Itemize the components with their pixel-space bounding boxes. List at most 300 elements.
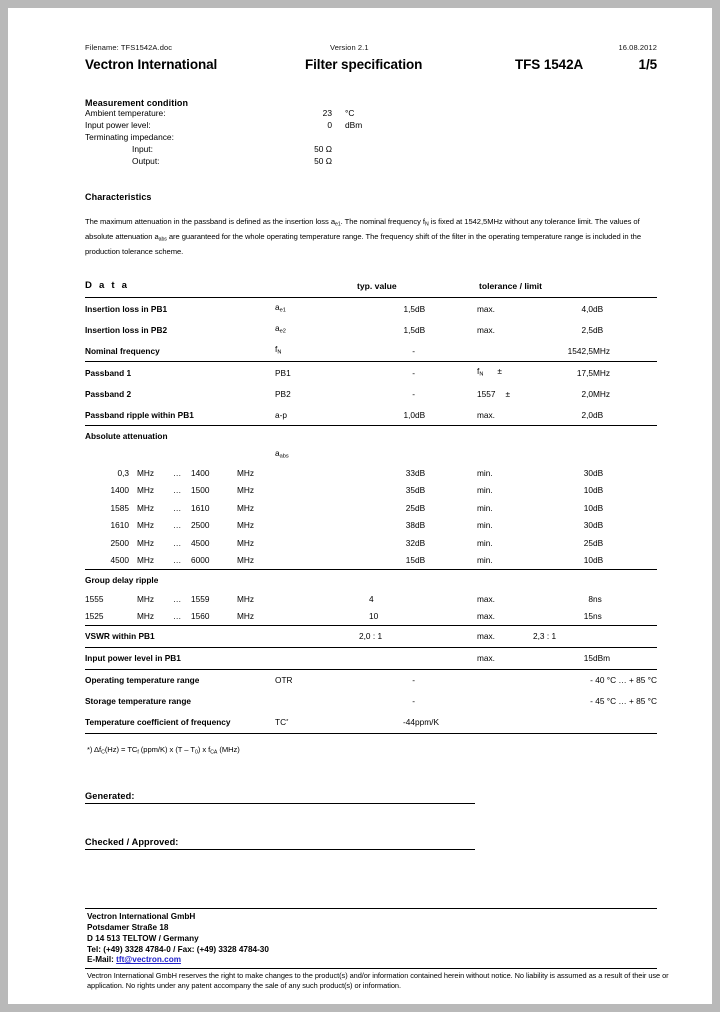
- row-limit-unit: MHz: [593, 362, 657, 384]
- row-limit-unit: ns: [593, 593, 602, 604]
- band-f2: 1610: [191, 502, 210, 513]
- row-typ-unit: [415, 340, 477, 362]
- row-typ-value: 1,5: [353, 298, 415, 320]
- row-label: Passband 2: [85, 388, 132, 399]
- measurement-unit: [332, 144, 362, 156]
- footer-email-link[interactable]: tft@vectron.com: [116, 955, 181, 965]
- measurement-condition-section: [85, 98, 657, 168]
- characteristics-section: [85, 192, 657, 258]
- table-row: [85, 551, 657, 569]
- footnote-text-3: (ppm/K) x (T – T: [138, 744, 195, 754]
- row-limit-value: 2,3 : 1: [529, 625, 593, 647]
- row-symbol-sub: N: [277, 349, 282, 356]
- table-row: [85, 647, 657, 669]
- band-u1: MHz: [137, 593, 155, 604]
- row-symbol: [275, 319, 353, 340]
- group-limit: [477, 446, 529, 464]
- band-f1: 4500: [110, 555, 129, 566]
- table-row: [85, 298, 657, 320]
- row-label: Insertion loss in PB2: [85, 324, 168, 335]
- table-header-tolerance: tolerance / limit: [479, 281, 543, 292]
- row-limit-qualifier: [477, 362, 529, 384]
- row-limit-value: 15: [583, 611, 593, 622]
- row-limit-qualifier: min.: [477, 537, 493, 548]
- measurement-value: 0: [327, 120, 332, 130]
- band-f2: 6000: [191, 555, 210, 566]
- measurement-row: [85, 144, 362, 156]
- char-text-1: The maximum attenuation in the passband is defined as the insertion loss a: [85, 217, 335, 226]
- row-limit-unit: [593, 712, 657, 734]
- row-typ-unit: dB: [415, 298, 477, 320]
- measurement-unit: [332, 132, 362, 144]
- generated-signature-block: [85, 791, 475, 804]
- footer-email-label: E-Mail:: [87, 955, 117, 965]
- group-typ: [353, 569, 415, 590]
- group-limit-unit: [593, 426, 657, 447]
- row-limit-unit: dBm: [593, 647, 657, 669]
- document-header-title: [85, 57, 657, 72]
- band-range-group: [85, 468, 271, 478]
- row-typ-unit: [415, 647, 477, 669]
- band-range-group: [85, 594, 271, 604]
- row-limit-value: 10: [583, 555, 593, 566]
- row-label: Passband 1: [85, 362, 275, 384]
- table-row: [85, 464, 657, 482]
- table-group-row: [85, 426, 657, 447]
- measurement-row: [85, 120, 362, 132]
- band-range: [85, 516, 353, 534]
- row-limit-unit: [593, 625, 657, 647]
- checked-signature-line: [85, 849, 475, 850]
- characteristics-title: Characteristics: [85, 192, 152, 202]
- group-limit-value: [529, 426, 593, 447]
- table-row: [85, 712, 657, 734]
- group-symbol: [275, 426, 353, 447]
- row-typ-value: 25: [405, 502, 415, 513]
- band-u2: MHz: [237, 555, 255, 566]
- band-range: [85, 481, 353, 499]
- row-typ-unit: [415, 669, 477, 691]
- row-symbol: [275, 691, 353, 712]
- row-typ-unit: dB: [415, 409, 426, 420]
- measurement-label: Output:: [132, 156, 160, 166]
- row-limit-unit: dB: [593, 502, 604, 513]
- row-typ-unit: [415, 383, 477, 404]
- band-dots: …: [173, 611, 182, 622]
- measurement-row: [85, 132, 362, 144]
- group-symbol-sub: abs: [279, 453, 289, 460]
- row-limit-value: 8: [588, 593, 593, 604]
- generated-signature-line: [85, 803, 475, 804]
- band-f1: 2500: [110, 537, 129, 548]
- row-limit-value: 2,0: [581, 409, 593, 420]
- row-limit-sign: ±: [505, 388, 511, 399]
- row-typ-value: 10: [369, 611, 379, 622]
- band-u1: MHz: [137, 485, 155, 496]
- row-limit-value: 2,0: [581, 388, 593, 399]
- row-typ-unit: dB: [415, 537, 426, 548]
- table-row: [85, 481, 657, 499]
- document-header-meta: [85, 43, 657, 52]
- footer-company: Vectron International GmbH: [87, 912, 196, 922]
- band-u2: MHz: [237, 502, 255, 513]
- band-range: [85, 464, 353, 482]
- row-symbol: a-p: [275, 409, 287, 420]
- row-limit-value: 15: [529, 647, 593, 669]
- measurement-unit: [332, 156, 362, 168]
- band-u2: MHz: [237, 520, 255, 531]
- row-typ-value: -: [412, 345, 415, 356]
- row-symbol: [275, 298, 353, 320]
- row-limit-unit: dB: [593, 324, 604, 335]
- group-typ: [353, 426, 415, 447]
- row-typ-unit: [415, 607, 477, 625]
- table-bottom-rule-cell: [85, 733, 657, 734]
- row-limit-base: f: [477, 366, 480, 377]
- specification-table-wrapper: [85, 275, 657, 755]
- char-sub-3: abs: [158, 236, 167, 243]
- row-typ-value: 15: [405, 555, 415, 566]
- row-limit-qualifier: max.: [477, 611, 495, 622]
- footnote-marker: *): [87, 744, 93, 754]
- table-row: [85, 319, 657, 340]
- group-limit-value: [529, 446, 593, 464]
- row-typ-value: -: [412, 388, 415, 399]
- row-typ-value: 33: [405, 467, 415, 478]
- table-row: [85, 534, 657, 552]
- row-limit-unit: dB: [593, 409, 604, 420]
- measurement-label: Input:: [132, 144, 153, 154]
- row-limit-unit: ns: [593, 611, 602, 622]
- row-limit-value: 10: [583, 485, 593, 496]
- row-limit-qualifier: min.: [477, 467, 493, 478]
- row-typ-value: 4: [369, 593, 374, 604]
- row-limit-unit: dB: [593, 537, 604, 548]
- row-label: Insertion loss in PB1: [85, 298, 275, 320]
- band-dots: …: [173, 537, 182, 548]
- row-limit-value: 2,5: [581, 324, 593, 335]
- row-limit-qualifier: max.: [477, 298, 529, 320]
- row-symbol: PB1: [275, 362, 353, 384]
- table-row: [85, 669, 657, 691]
- char-text-2: . The nominal frequency f: [340, 217, 425, 226]
- row-symbol: [275, 340, 353, 362]
- table-footnote: [85, 745, 657, 755]
- row-temperature-range: - 40 °C … + 85 °C: [477, 669, 657, 691]
- row-symbol-base: a: [275, 323, 280, 334]
- row-symbol-base: TC: [275, 717, 287, 728]
- table-row: [85, 362, 657, 384]
- footer-disclaimer: Vectron International GmbH reserves the right to make changes to the product(s) and/or information contained herein without notice. No liability is assumed as a result of their use or application. No rights under any patent accompany the sale of any such product(s) or information.: [87, 971, 669, 990]
- group-typ-unit: [415, 446, 477, 464]
- group-typ-unit: [415, 426, 477, 447]
- footer-street: Potsdamer Straße 18: [87, 922, 169, 932]
- band-u2: MHz: [237, 467, 255, 478]
- row-limit-qualifier: min.: [477, 520, 493, 531]
- row-limit-qualifier: [477, 712, 529, 734]
- row-label: Operating temperature range: [85, 669, 275, 691]
- row-limit-qualifier: max.: [477, 647, 529, 669]
- row-limit-value: [529, 712, 593, 734]
- row-typ-value: [353, 647, 415, 669]
- band-u1: MHz: [137, 555, 155, 566]
- band-range-group: [85, 503, 271, 513]
- row-limit-value: 30: [583, 520, 593, 531]
- footer-phone: Tel: (+49) 3328 4784-0 / Fax: (+49) 3328 4784-30: [87, 944, 269, 954]
- row-typ-value: 38: [405, 520, 415, 531]
- band-range-group: [85, 611, 271, 621]
- band-u1: MHz: [137, 502, 155, 513]
- row-typ-value: -44: [403, 717, 415, 728]
- row-limit-qualifier: max.: [477, 409, 495, 420]
- footnote-sub-4: CA: [210, 749, 218, 756]
- footer-address: [85, 909, 657, 968]
- page-content: [85, 43, 669, 991]
- band-u1: MHz: [137, 467, 155, 478]
- measurement-value: 50 Ω: [314, 144, 332, 154]
- measurement-unit: °C: [345, 108, 355, 118]
- char-text-4: are guaranteed for the whole operating temperature range. The frequency shift of the filter in the operating temperature range is included in the production tolerance scheme.: [85, 231, 642, 256]
- band-u2: MHz: [237, 485, 255, 496]
- row-typ-unit: dB: [415, 467, 426, 478]
- group-symbol: [275, 446, 353, 464]
- table-row: [85, 625, 657, 647]
- group-spacer: [85, 446, 275, 464]
- footnote-text-4: ) x f: [197, 744, 211, 754]
- band-dots: …: [173, 485, 182, 496]
- row-typ-value: 1,0: [403, 409, 415, 420]
- row-typ-unit: [415, 625, 477, 647]
- row-limit-value: 25: [583, 537, 593, 548]
- row-symbol: [275, 712, 353, 734]
- row-symbol: PB2: [275, 388, 291, 399]
- row-typ-unit: dB: [415, 485, 426, 496]
- measurement-value: 50 Ω: [314, 156, 332, 166]
- measurement-label: Ambient temperature:: [85, 108, 166, 118]
- table-row: [85, 404, 657, 426]
- row-typ-value: 1,5: [403, 324, 415, 335]
- specification-table: [85, 275, 657, 734]
- char-sub-1: e1: [335, 221, 341, 228]
- char-sub-2: N: [424, 221, 429, 228]
- characteristics-paragraph: [85, 216, 661, 258]
- row-limit-unit: dB: [593, 485, 604, 496]
- measurement-condition-table: [85, 108, 362, 168]
- header-part-number: TFS 1542A: [515, 57, 584, 72]
- row-limit-unit: dB: [593, 520, 604, 531]
- band-dots: …: [173, 502, 182, 513]
- row-limit-value: 1542,5: [567, 345, 593, 356]
- band-u2: MHz: [237, 537, 255, 548]
- band-dots: …: [173, 467, 182, 478]
- band-range-group: [85, 520, 271, 530]
- group-typ: [353, 446, 415, 464]
- measurement-row: [85, 108, 362, 120]
- row-limit-unit: dB: [593, 555, 604, 566]
- group-label: Group delay ripple: [85, 569, 353, 590]
- document-footer: [85, 908, 669, 991]
- band-range-group: [85, 538, 271, 548]
- footnote-text-2: (Hz) = TC: [104, 744, 138, 754]
- band-f2: 4500: [191, 537, 210, 548]
- row-typ-value: 35: [405, 485, 415, 496]
- row-symbol-sub: e2: [279, 328, 286, 335]
- footnote-text-1: Δf: [94, 744, 102, 754]
- row-limit-qualifier: min.: [477, 502, 493, 513]
- row-symbol-base: f: [275, 344, 278, 355]
- row-typ-unit: [415, 691, 477, 712]
- band-range: [85, 534, 353, 552]
- band-f2: 2500: [191, 520, 210, 531]
- row-label: Nominal frequency: [85, 345, 160, 356]
- band-f1: 0,3: [117, 467, 129, 478]
- band-u1: MHz: [137, 611, 155, 622]
- header-filename: Filename: TFS1542A.doc: [85, 43, 173, 52]
- header-date: 16.08.2012: [618, 43, 657, 52]
- row-limit-unit: MHz: [593, 388, 611, 399]
- generated-label: Generated:: [85, 791, 135, 802]
- band-f2: 1400: [191, 467, 210, 478]
- band-u2: MHz: [237, 593, 255, 604]
- row-limit-unit: dB: [593, 298, 657, 320]
- band-range-group: [85, 485, 271, 495]
- row-limit-unit: MHz: [593, 345, 611, 356]
- table-row: [85, 516, 657, 534]
- group-limit: [477, 569, 529, 590]
- group-limit-value: [529, 569, 593, 590]
- band-f2: 1500: [191, 485, 210, 496]
- band-u2: MHz: [237, 611, 255, 622]
- group-limit: [477, 426, 529, 447]
- row-typ-value: -: [353, 669, 415, 691]
- row-limit-qualifier: min.: [477, 485, 493, 496]
- row-typ-unit: [415, 590, 477, 608]
- band-f2: 1560: [191, 611, 210, 622]
- table-bottom-rule: [85, 733, 657, 734]
- measurement-row: [85, 156, 362, 168]
- row-limit-qualifier: max.: [477, 625, 529, 647]
- band-dots: …: [173, 593, 182, 604]
- measurement-value: [292, 132, 332, 144]
- band-range: [85, 551, 353, 569]
- group-label: Absolute attenuation: [85, 426, 275, 447]
- row-limit-sub: N: [479, 371, 484, 378]
- band-range: [85, 590, 353, 608]
- band-u1: MHz: [137, 537, 155, 548]
- row-limit-qualifier: [477, 340, 529, 362]
- group-limit-unit: [593, 569, 657, 590]
- group-limit-unit: [593, 446, 657, 464]
- measurement-label: Input power level:: [85, 120, 151, 130]
- row-label: Temperature coefficient of frequency: [85, 717, 231, 728]
- table-header-symbol: [275, 275, 353, 298]
- band-dots: …: [173, 555, 182, 566]
- table-group-row: [85, 569, 657, 590]
- band-range: [85, 607, 353, 625]
- table-header-data: D a t a: [85, 280, 130, 292]
- header-page-number: 1/5: [638, 57, 657, 72]
- row-symbol: OTR: [275, 669, 353, 691]
- band-u1: MHz: [137, 520, 155, 531]
- row-temperature-range: - 45 °C … + 85 °C: [590, 696, 657, 707]
- row-typ-unit: dB: [415, 520, 426, 531]
- row-limit-value: 17,5: [529, 362, 593, 384]
- group-symbol-base: a: [275, 448, 280, 459]
- footer-city: D 14 513 TELTOW / Germany: [87, 933, 199, 943]
- footer-email-row: [87, 955, 657, 966]
- header-company: Vectron International: [85, 57, 218, 72]
- row-limit-value: 30: [583, 467, 593, 478]
- table-row: [85, 340, 657, 362]
- table-row: [85, 499, 657, 517]
- band-f1: 1610: [110, 520, 129, 531]
- measurement-value: 23: [322, 108, 332, 118]
- footnote-text-5: (MHz): [217, 744, 240, 754]
- band-f1: 1525: [85, 611, 104, 622]
- band-f1: 1400: [110, 485, 129, 496]
- row-limit-base: 1557: [477, 388, 496, 399]
- row-label: Input power level in PB1: [85, 647, 353, 669]
- table-header-row: [85, 275, 657, 298]
- row-limit-value: 4,0: [529, 298, 593, 320]
- row-typ-value: 32: [405, 537, 415, 548]
- row-label: Storage temperature range: [85, 696, 192, 707]
- band-f1: 1555: [85, 593, 104, 604]
- row-typ-unit: [415, 362, 480, 384]
- band-range-group: [85, 555, 271, 565]
- band-f1: 1585: [110, 502, 129, 513]
- row-typ-unit: dB: [415, 555, 426, 566]
- band-f2: 1559: [191, 593, 210, 604]
- table-row: [85, 590, 657, 608]
- measurement-unit: dBm: [345, 120, 363, 130]
- row-typ-unit: dB: [415, 502, 426, 513]
- row-typ-unit: dB: [415, 324, 426, 335]
- band-range: [85, 499, 353, 517]
- row-label: VSWR within PB1: [85, 625, 353, 647]
- header-version: Version 2.1: [330, 43, 369, 52]
- band-dots: …: [173, 520, 182, 531]
- group-typ-unit: [415, 569, 477, 590]
- row-typ-value: -: [412, 696, 415, 707]
- measurement-label: Terminating impedance:: [85, 132, 174, 142]
- checked-label: Checked / Approved:: [85, 837, 179, 848]
- table-row: [85, 691, 657, 712]
- row-typ-value: -: [353, 362, 415, 384]
- table-row: [85, 383, 657, 404]
- table-group-symbol-row: [85, 446, 657, 464]
- row-symbol-base: a: [275, 302, 280, 313]
- row-limit-qualifier: max.: [477, 324, 495, 335]
- row-limit-value: 10: [583, 502, 593, 513]
- footnote-sub-2: f: [137, 749, 139, 756]
- table-header-typ: typ. value: [357, 281, 397, 292]
- document-page: [8, 8, 712, 1004]
- row-limit-unit: dB: [593, 467, 604, 478]
- checked-signature-block: [85, 837, 475, 850]
- footnote-sub-3: 0: [195, 749, 198, 756]
- footnote-sub-1: C: [101, 749, 105, 756]
- row-symbol-sub: e1: [279, 307, 286, 314]
- table-row: [85, 607, 657, 625]
- header-doc-title: Filter specification: [305, 57, 423, 72]
- row-typ-value: 2,0 : 1: [353, 625, 415, 647]
- row-limit-sign: ±: [497, 366, 502, 377]
- row-limit-qualifier: max.: [477, 593, 495, 604]
- char-text-3: is fixed at 1542,5MHz without any tolerance limit. The values of absolute attenuation a: [85, 217, 640, 241]
- row-limit-qualifier: min.: [477, 555, 493, 566]
- row-typ-unit: ppm/K: [415, 717, 439, 728]
